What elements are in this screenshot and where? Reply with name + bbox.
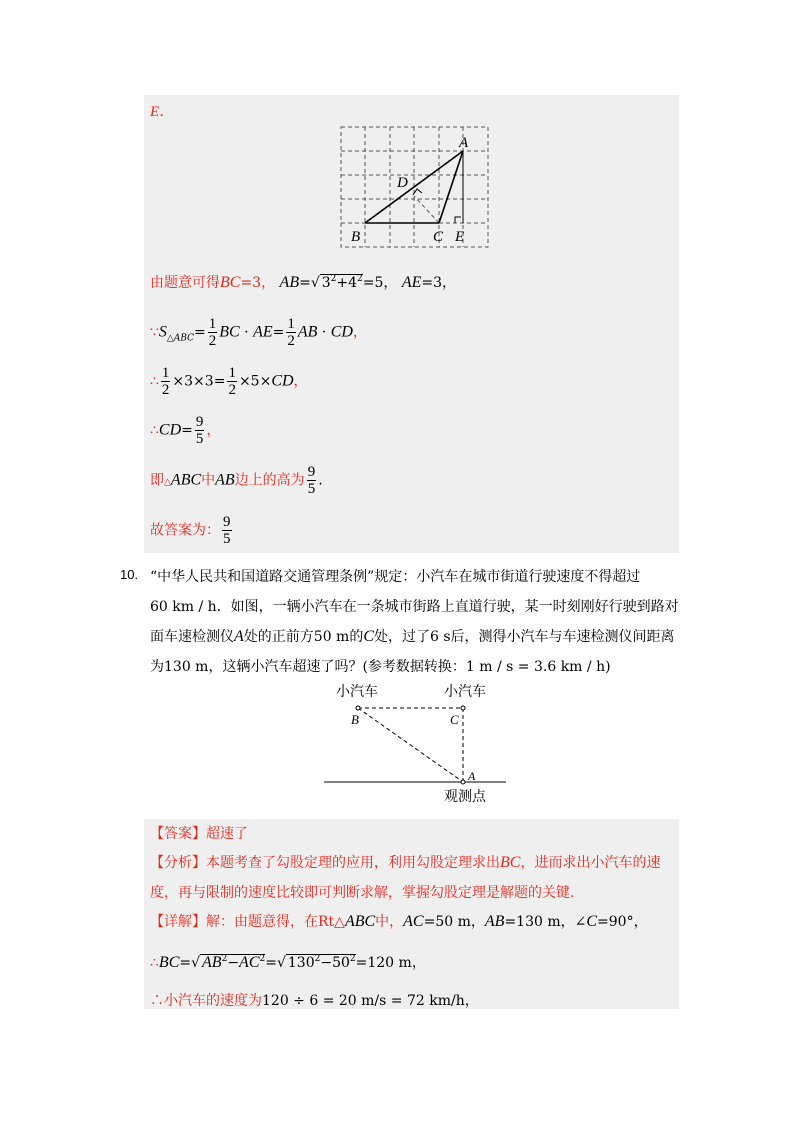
final-answer-line: 故答案为： $\frac{9}{5}$: [150, 514, 231, 547]
problem-line-1: “中华人民共和国道路交通管理条例”规定：小汽车在城市街道行驶速度不得超过: [150, 569, 641, 585]
problem-line-2: 60 km / h．如图，一辆小汽车在一条城市街路上直道行驶，某一时刻刚好行驶到路对: [150, 599, 679, 615]
car-speed-figure: [320, 682, 510, 808]
problem-line-4: 为130 m，这辆小汽车超速了吗？(参考数据转换：1 m / s = 3.6 km / h): [150, 659, 611, 675]
station-label: 观测点: [444, 790, 486, 805]
point-c: C: [450, 712, 459, 727]
segment-ca: [439, 151, 463, 223]
problem-line-3: 面车速检测仪A处的正前方50 m的C处，过了6 s后，测得小汽车与车速检测仪间距离: [150, 628, 675, 645]
analysis-line-2: 度，再与限制的速度比较即可判断求解，掌握勾股定理是解题的关键.: [150, 885, 575, 901]
car-label-left: 小汽车: [336, 685, 378, 700]
solution-line-5: 即△ABC中AB边上的高为 $\frac{9}{5}$ .: [150, 464, 323, 497]
problem-number: 10.: [120, 567, 139, 582]
point-a: A: [468, 769, 476, 783]
point-b: B: [351, 712, 359, 727]
answer-line: 【答案】超速了: [150, 826, 248, 842]
solution-line-4: ∴CD= $\frac{9}{5}$ ，: [150, 414, 221, 447]
solution-line-3: ∴ $\frac{1}{2}$ ×3×3= $\frac{1}{2}$ ×5×CD，: [150, 365, 308, 398]
car-label-right: 小汽车: [444, 685, 486, 700]
solution-line-2: $\because S_{\triangle ABC}=$ $\frac{1}{2}$ BC · AE= $\frac{1}{2}$ AB · CD，: [150, 316, 367, 349]
speed-line: ∴小汽车的速度为120 ÷ 6 = 20 m/s = 72 km/h，: [150, 993, 479, 1009]
solution-line-1: 由题意可得BC=3， AB=√ $3^2+4^2=5$， AE=3，: [150, 274, 457, 291]
label-d: D: [397, 175, 408, 191]
triangle-grid-figure: [335, 125, 495, 253]
option-e-label: E．: [150, 104, 175, 120]
analysis-line-1: 【分析】本题考查了勾股定理的应用，利用勾股定理求出BC，进而求出小汽车的速: [150, 854, 661, 871]
label-c: C: [433, 229, 444, 245]
bc-calc-line: ∴BC=√ $AB^2-AC^2=√$ $130^2-50^2=120$ m，: [150, 954, 426, 971]
detail-line: 【详解】解：由题意得，在Rt△ABC中，AC=50 m，AB=130 m，∠C=90°，: [150, 913, 648, 930]
label-e: E: [455, 229, 465, 245]
label-b: B: [351, 229, 361, 245]
label-a: A: [459, 135, 469, 151]
